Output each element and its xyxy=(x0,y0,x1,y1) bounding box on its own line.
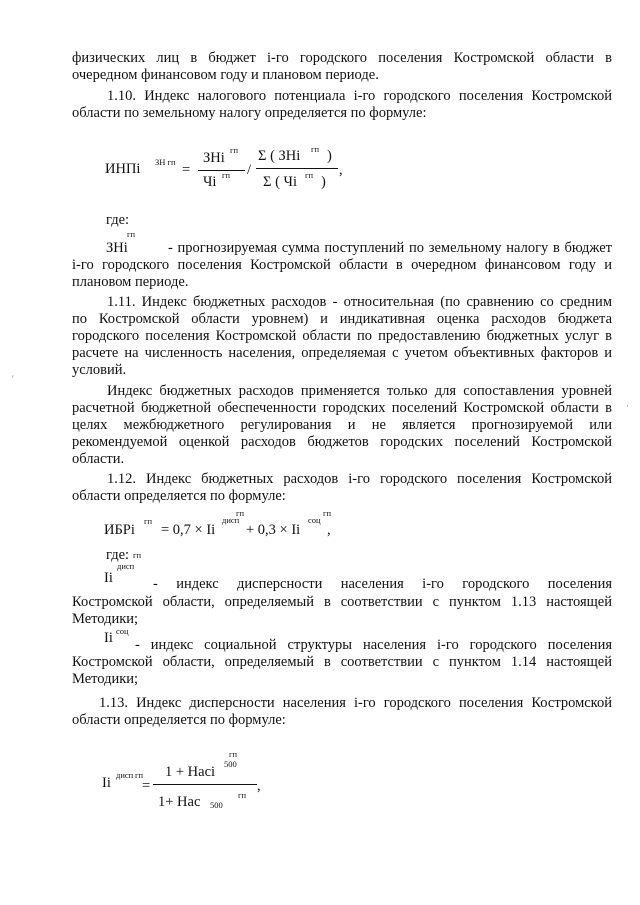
text-line: Методики; xyxy=(72,671,139,687)
document-page: физических лиц в бюджет i-го городского поселения Костромской области в очередном финансовом году и плановом периоде. 1.10. Индекс налогового потенциала i-го городского поселения Костромской области по земельному налогу определяется по формуле: ИНПi ЗН гп = ЗНi гп Чi гп / Σ ( ЗНi гп ) Σ ( Чi гп ) , где: гп ЗНi - прогнозируемая сумма поступлений по земельному налогу в бюджет i-го городского поселения Костромской области в очередном финансовом году и плановом периоде. 1.11. Индекс бюджетных расходов - относительная (по сравнению со средним по Костромской области уровнем) и индикативная оценка расходов бюджета городского поселения Костромской области по предоставлению бюджетных услуг в расчете на численность населения, определяемая с учетом объективных факторов и условий. Индекс бюджетных расходов применяется только для сопоставления уровней расчетной бюджетной обеспеченности городских поселений Костромской области в целях межбюджетного регулирования и не является прогнозируемой или рекомендуемой оценкой расходов бюджетов городских поселений Костромской области. 1.12. Индекс бюджетных расходов i-го городского поселения Костромской области определяется по формуле: ИБРi гп = 0,7 × Ii гп дисп + 0,3 × Ii гп соц , где: гп дисп Ii - индекс дисперсности населения i-го городского поселения Костромской области, определяемый в соответствии с пунктом 1.13 настоящей Методики; Ii соц - индекс социальной структуры населения i-го городского поселения Костромской области, определяемый в соответствии с пунктом 1.14 настоящей Методики; 1.13. Индекс дисперсности населения i-го городского поселения Костромской области определяется по формуле: Ii дисп гп = 1 + Насi гп 500 1+ Нас 500 гп , ' · xyxy=(12,50,629,810)
zn-description: - прогнозируемая сумма поступлений по земельному налогу в бюджет xyxy=(168,240,612,256)
fraction-bar xyxy=(153,784,257,785)
text-line: области определяется по формуле: xyxy=(72,712,286,728)
soc-description: - индекс социальной структуры населения i-го городского поселения xyxy=(135,637,612,653)
text-line: физических лиц в бюджет i-го городского поселения Костромской области в xyxy=(72,50,612,66)
text-line: рекомендуемой оценкой расходов бюджетов городских поселений Костромской xyxy=(72,434,612,450)
text-line: Методики; xyxy=(72,611,139,627)
text-line: плановом периоде. xyxy=(72,274,189,290)
zn-superscript: гп xyxy=(127,229,136,239)
section-1-12: 1.12. Индекс бюджетных расходов i-го городского поселения Костромской xyxy=(107,471,612,487)
disp-description: - индекс дисперсности населения i-го городского поселения xyxy=(153,576,612,592)
text-line: расчете на численность населения, определяемая с учетом объективных факторов и xyxy=(72,345,612,361)
fraction-bar xyxy=(256,168,338,169)
text-line: очередном финансовом году и плановом периоде. xyxy=(72,67,379,83)
text-line: области по земельному налогу определяется по формуле: xyxy=(72,105,427,121)
text-line: i-го городского поселения Костромской области в очередном финансовом году и xyxy=(72,257,612,273)
text-line: Индекс бюджетных расходов применяется только для сопоставления уровней xyxy=(107,383,612,399)
soc-symbol: Ii xyxy=(104,630,113,646)
text-line: Костромской области, определяемый в соответствии с пунктом 1.14 настоящей xyxy=(72,654,612,670)
where-superscript: гп xyxy=(133,550,142,560)
soc-superscript: соц xyxy=(116,626,129,636)
text-line: Костромской области, определяемый в соответствии с пунктом 1.13 настоящей xyxy=(72,594,612,610)
scan-speck: ' xyxy=(12,374,14,384)
text-line: целях межбюджетного регулирования и не является прогнозируемой или xyxy=(72,417,612,433)
where-label: где: xyxy=(106,212,130,228)
text-line: области. xyxy=(72,451,125,467)
text-line: условий. xyxy=(72,362,127,378)
disp-symbol: Ii xyxy=(104,570,113,586)
section-1-11: 1.11. Индекс бюджетных расходов - относительная (по сравнению со средним xyxy=(107,294,612,310)
scan-speck: · xyxy=(626,401,629,411)
text-line: расчетной бюджетной обеспеченности городских поселений Костромской области в xyxy=(72,400,612,416)
disp-superscript: дисп xyxy=(117,561,135,571)
section-1-10: 1.10. Индекс налогового потенциала i-го городского поселения Костромской xyxy=(107,88,612,104)
where-label: где: xyxy=(106,547,130,563)
zn-symbol: ЗНi xyxy=(106,240,128,256)
text-line: области определяется по формуле: xyxy=(72,488,286,504)
text-line: по Костромской области уровнем) и индикативная оценка расходов бюджета xyxy=(72,311,612,327)
text-line: городского поселения Костромской области по предоставлению бюджетных услуг в xyxy=(72,328,612,344)
section-1-13: 1.13. Индекс дисперсности населения i-го городского поселения Костромской xyxy=(99,695,612,711)
